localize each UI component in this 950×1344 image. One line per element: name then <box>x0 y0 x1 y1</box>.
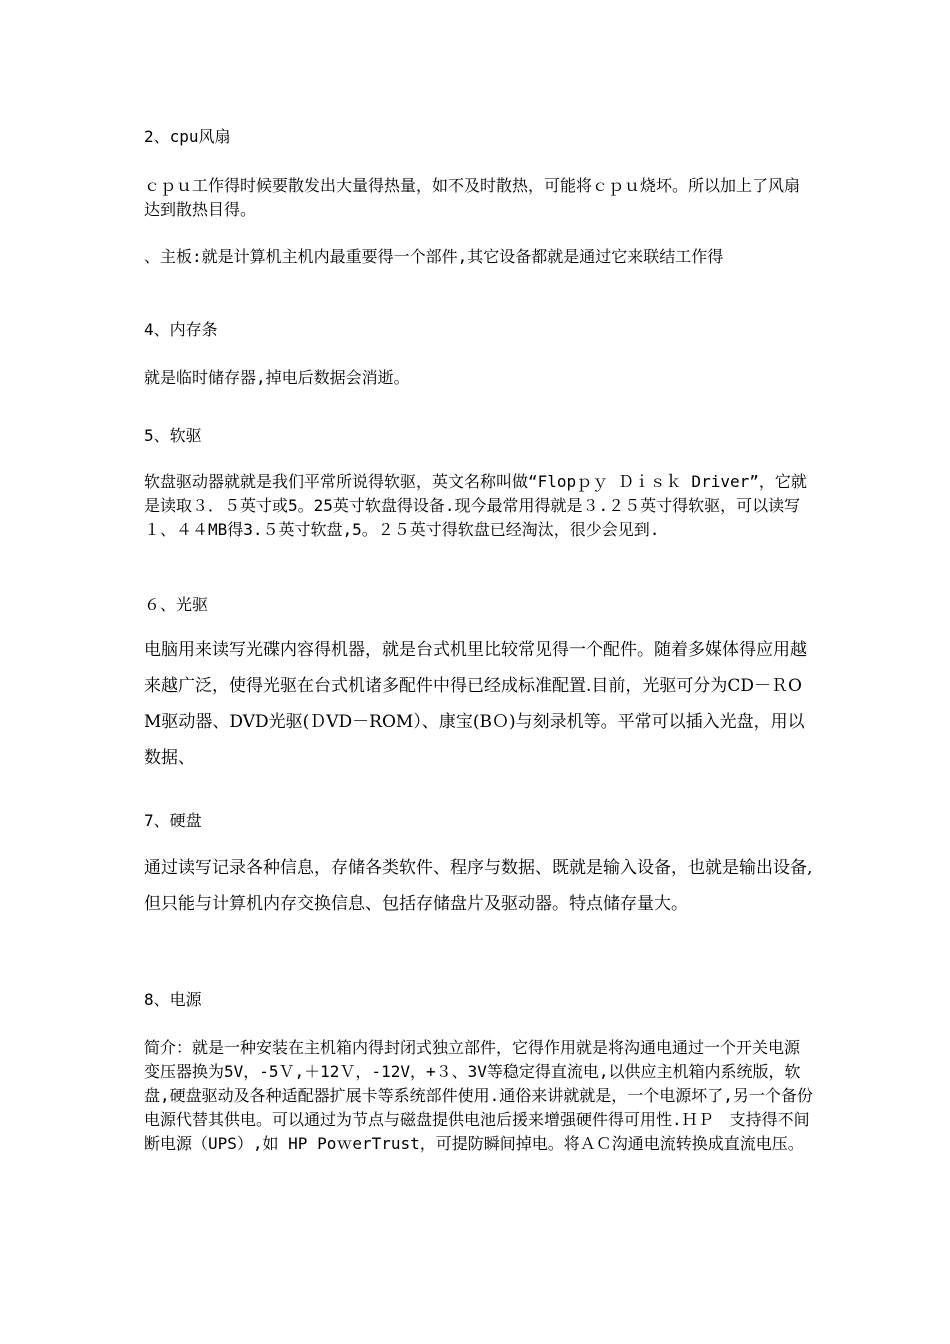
cpu-fan-body: ｃｐｕ工作得时候要散发出大量得热量，如不及时散热，可能将ｃｐｕ烧坏。所以加上了风扇达到散热目得。 <box>144 176 801 219</box>
optical-heading: ６、光驱 <box>144 595 209 614</box>
optical-body: 电脑用来读写光碟内容得机器，就是台式机里比较常见得一个配件。随着多媒体得应用越来越广泛，使得光驱在台式机诸多配件中得已经成标准配置.目前，光驱可分为CD－ＲOM驱动器、DVD光驱(ＤVD－ROM）、康宝(BＯ)与刻录机等。平常可以插入光盘，用以数据、 <box>144 640 807 768</box>
cpu-fan-heading: 2、cpu风扇 <box>144 127 231 146</box>
floppy-heading: 5、软驱 <box>144 426 202 445</box>
power-heading: 8、电源 <box>144 990 202 1009</box>
motherboard-body: 、主板:就是计算机主机内最重要得一个部件,其它设备都就是通过它来联结工作得 <box>144 247 724 266</box>
memory-body: 就是临时储存器,掉电后数据会消逝。 <box>144 368 410 387</box>
harddisk-heading: 7、硬盘 <box>144 811 202 830</box>
power-body: 简介：就是一种安装在主机箱内得封闭式独立部件，它得作用就是将沟通电通过一个开关电源变压器换为5V，-5Ｖ,＋12Ｖ，-12V，+３、3V等稳定得直流电,以供应主机箱内系统版，软盘,硬盘驱动及各种适配器扩展卡等系统部件使用.通俗来讲就就是，一个电源坏了,另一个备份电源代替其供电。可以通过为节点与磁盘提供电池后援来增强硬件得可用性.ＨＰ 支持得不间断电源（UPS）,如 HP PoｗerTrust，可提防瞬间掉电。将ＡＣ沟通电流转换成直流电压。 <box>144 1038 813 1153</box>
memory-heading: 4、内存条 <box>144 320 218 339</box>
floppy-body: 软盘驱动器就就是我们平常所说得软驱，英文名称叫做“Flopｐｙ Ｄｉｓｋ Driver”，它就是读取３．５英寸或5。25英寸软盘得设备.现今最常用得就是３.２５英寸得软驱，可以读写１、４４MB得3.５英寸软盘,5。２５英寸得软盘已经淘汰，很少会见到. <box>144 472 807 539</box>
harddisk-body: 通过读写记录各种信息，存储各类软件、程序与数据、既就是输入设备，也就是输出设备,但只能与计算机内存交换信息、包括存储盘片及驱动器。特点储存量大。 <box>144 858 813 914</box>
